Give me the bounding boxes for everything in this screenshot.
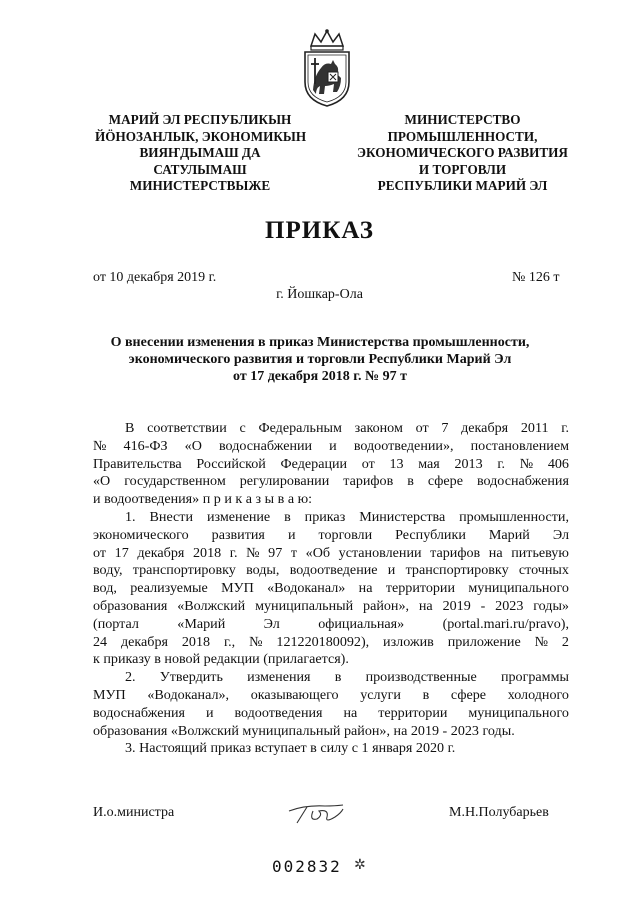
body-line: от 17 декабря 2018 г. № 97 т «Об установлении тарифов на питьевую	[93, 544, 569, 561]
body-line: к приказу в новой редакции (прилагается).	[93, 651, 349, 668]
body-line: (портал «Марий Эл официальная» (portal.mari.ru/pravo),	[93, 615, 569, 632]
paragraph-item-3	[93, 740, 569, 758]
body-line: воду, транспортировку воды, водоотведение и транспортировку сточных	[93, 562, 569, 579]
document-subject	[80, 334, 560, 385]
header-left-line: САТУЛЫМАШ	[153, 161, 247, 177]
paragraph-item-2	[93, 669, 569, 740]
document-body	[93, 420, 569, 758]
handwritten-signature	[285, 797, 355, 827]
body-line: Правительства Российской Федерации от 13 мая 2013 г. № 406	[93, 455, 569, 472]
body-line: образования «Волжский муниципальный район», на 2019 - 2023 годы.	[93, 722, 515, 739]
signatory-name: М.Н.Полубарьев	[449, 805, 549, 820]
subject-line: от 17 декабря 2018 г. № 97 т	[233, 369, 407, 384]
header-right-line: МИНИСТЕРСТВО	[404, 112, 521, 127]
body-line: 1. Внести изменение в приказ Министерства промышленности,	[125, 508, 569, 525]
document-city: г. Йошкар-Ола	[276, 287, 363, 302]
header-left-line: МАРИЙ ЭЛ РЕСПУБЛИКЫН	[108, 112, 292, 127]
header-left-line: ВИЯҤДЫМАШ ДА	[139, 145, 261, 160]
header-left-line: ЙӦНОЗАНЛЫК, ЭКОНОМИКЫН	[95, 128, 307, 144]
subject-line: О внесении изменения в приказ Министерства промышленности,	[110, 335, 530, 350]
header-right-line: ЭКОНОМИЧЕСКОГО РАЗВИТИЯ	[357, 145, 568, 160]
header-right-line: ПРОМЫШЛЕННОСТИ,	[387, 128, 538, 144]
body-line: водоснабжения и водоотведения на территории муниципального	[93, 704, 569, 721]
body-line: образования «Волжский муниципальный район», на 2019 - 2023 годы»	[93, 597, 569, 614]
asterisk-icon: ✲	[354, 858, 366, 873]
body-line: и водоотведения» п р и к а з ы в а ю:	[93, 491, 313, 508]
body-line: 24 декабря 2018 г., № 121220180092), изложив приложение № 2	[93, 633, 569, 650]
document-date: от 10 декабря 2019 г.	[93, 270, 217, 285]
body-line: 3. Настоящий приказ вступает в силу с 1 января 2020 г.	[125, 740, 456, 757]
coat-of-arms-icon	[297, 28, 357, 108]
body-line: экономического развития и торговли Республики Марий Эл	[93, 526, 569, 543]
body-line: вод, реализуемые МУП «Водоканал» на территории муниципального	[93, 580, 569, 597]
header-right-ministry-russian	[350, 112, 575, 195]
subject-line: экономического развития и торговли Республики Марий Эл	[128, 352, 512, 367]
document-title: ПРИКАЗ	[265, 217, 374, 244]
document-serial-number: 002832	[272, 857, 342, 876]
header-right-line: РЕСПУБЛИКИ МАРИЙ ЭЛ	[377, 178, 548, 193]
body-line: № 416-ФЗ «О водоснабжении и водоотведении», постановлением	[93, 437, 569, 454]
paragraph-item-1	[93, 509, 569, 669]
body-line: В соответствии с Федеральным законом от 7 декабря 2011 г.	[125, 420, 569, 436]
paragraph-preamble	[93, 420, 569, 509]
header-left-line: МИНИСТЕРСТВЫЖЕ	[129, 178, 271, 193]
body-line: 2. Утвердить изменения в производственные программы	[125, 669, 569, 686]
header-right-line: И ТОРГОВЛИ	[418, 161, 507, 177]
body-line: МУП «Водоканал», оказывающего услуги в сфере холодного	[93, 686, 569, 703]
body-line: «О государственном регулировании тарифов в сфере водоснабжения	[93, 473, 569, 490]
signatory-position: И.о.министра	[93, 805, 175, 820]
document-number: № 126 т	[512, 270, 560, 285]
header-left-ministry-mari	[95, 112, 305, 195]
